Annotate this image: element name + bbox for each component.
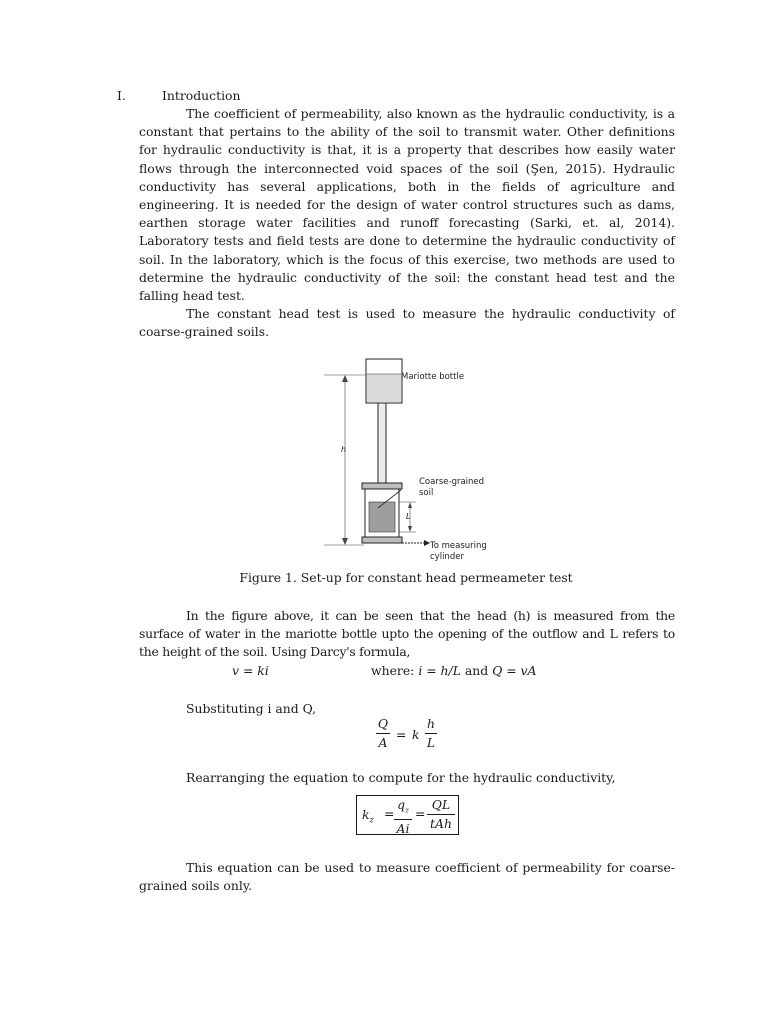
paragraph-substituting: Substituting i and Q, — [186, 701, 317, 716]
fraction-h-over-l: h L — [426, 716, 436, 750]
L-label: L — [406, 512, 411, 521]
where-i: i = h/L — [418, 663, 461, 678]
equals-sign-1: = — [384, 806, 395, 821]
where-q: Q = vA — [492, 663, 537, 678]
explanation-block — [139, 607, 675, 662]
outflow-label-line2: cylinder — [430, 552, 464, 562]
section-title: Introduction — [162, 88, 241, 103]
equals-sign-2: = — [415, 806, 426, 821]
fraction-q-over-a: Q A — [377, 716, 389, 750]
where-label: where: — [371, 663, 415, 678]
paragraph-constant-head: The constant head test is used to measure the hydraulic conductivity of coarse-grained soils. — [139, 306, 675, 340]
rearranging-block — [139, 769, 675, 787]
outflow-label-line1: To measuring — [430, 541, 487, 551]
bottle-label: Mariotte bottle — [401, 372, 465, 382]
intro-block — [139, 105, 675, 342]
constant-head-diagram — [320, 356, 500, 566]
figure-caption: Figure 1. Set-up for constant head permeameter test — [239, 570, 573, 585]
bottle-water — [367, 374, 401, 402]
stand-pipe — [378, 403, 386, 483]
k-symbol: k — [412, 727, 420, 742]
soil-label-line2: soil — [419, 488, 434, 498]
h-label: h — [341, 445, 347, 454]
equals-sign: = — [396, 727, 407, 742]
paragraph-explanation: In the figure above, it can be seen that the head (h) is measured from the surface of water in the mariotte bottle upto the opening of the outflow and L refers to the height of the soil. Using Darcy's formula, — [139, 608, 675, 660]
kz-symbol: $k_z$ — [362, 807, 374, 825]
paragraph-rearranging: Rearranging the equation to compute for the hydraulic conductivity, — [186, 770, 616, 785]
where-clause — [371, 662, 537, 680]
fraction-qz-over-ai: $q_z$ Ai — [394, 797, 412, 837]
soil-sample — [369, 502, 395, 532]
paragraph-conclusion: This equation can be used to measure coefficient of permeability for coarse-grained soils only. — [139, 860, 675, 894]
darcy-equation: v = ki — [232, 663, 269, 678]
fraction-ql-over-tah: QL tAh — [427, 797, 455, 832]
top-cap — [362, 483, 402, 489]
paragraph-intro: The coefficient of permeability, also known as the hydraulic conductivity, is a constant that pertains to the ability of the soil to transmit water. Other definitions for hydraulic conductivity is that, it is a property that describes how easily water flows through the interconnected void spaces of the soil (Şen, 2015). Hydraulic conductivity has several applications, both in the fields of agriculture and engineering. It is needed for the design of water control structures such as dams, earthen storage water facilities and runoff forecasting (Sarki, et. al, 2014). Laboratory tests and field tests are done to determine the hydraulic conductivity of soil. In the laboratory, which is the focus of this exercise, two methods are used to determine the hydraulic conductivity of the soil: the constant head test and the falling head test. — [139, 106, 675, 304]
section-number: I. — [117, 88, 126, 103]
substitution-block — [139, 700, 675, 718]
soil-label-line1: Coarse-grained — [419, 477, 485, 487]
and-label: and — [464, 663, 489, 678]
conclusion-block — [139, 859, 675, 895]
bottom-cap — [362, 537, 402, 543]
